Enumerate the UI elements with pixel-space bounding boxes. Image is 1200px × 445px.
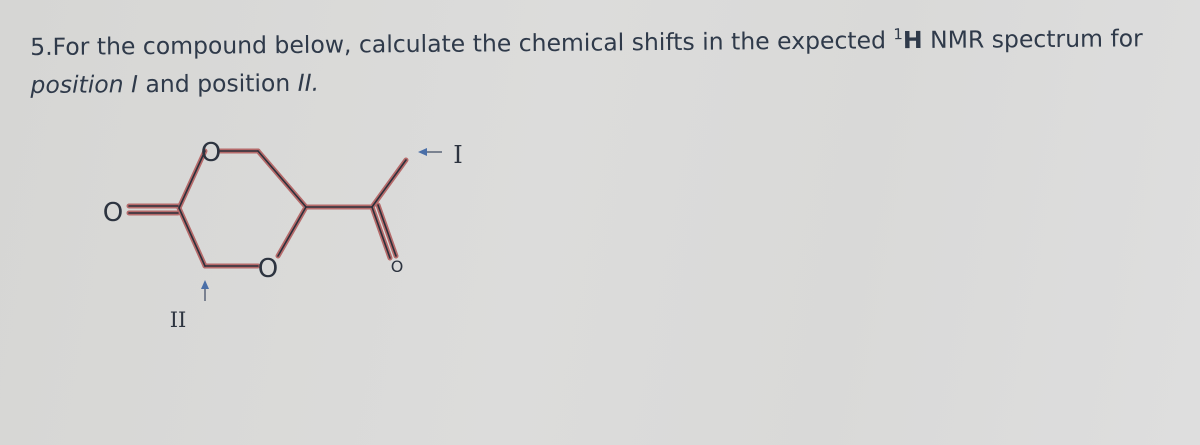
question-line-1: 5.For the compound below, calculate the chemical shifts in the expected $^1$H NMR spectrum for bbox=[30, 24, 1143, 61]
position-two-text: II bbox=[297, 68, 312, 97]
ketone-oxygen-label: O bbox=[102, 198, 124, 228]
arrow-position-one bbox=[418, 148, 442, 156]
ring-oxygen-top-label: O bbox=[200, 138, 222, 168]
ring-oxygen-bottom-label: O bbox=[257, 254, 279, 284]
superscript-one: 1 bbox=[893, 25, 903, 44]
aldehyde-oxygen-label: O bbox=[390, 257, 404, 276]
bond-outlines bbox=[129, 151, 406, 266]
question-line-2: position I and position II. bbox=[30, 68, 320, 99]
nucleus-h: H bbox=[902, 25, 923, 55]
arrow-position-two bbox=[201, 280, 209, 301]
position-two-label: II bbox=[169, 308, 187, 332]
position-one-label: I bbox=[453, 141, 463, 169]
position-one-text: I bbox=[130, 70, 139, 99]
